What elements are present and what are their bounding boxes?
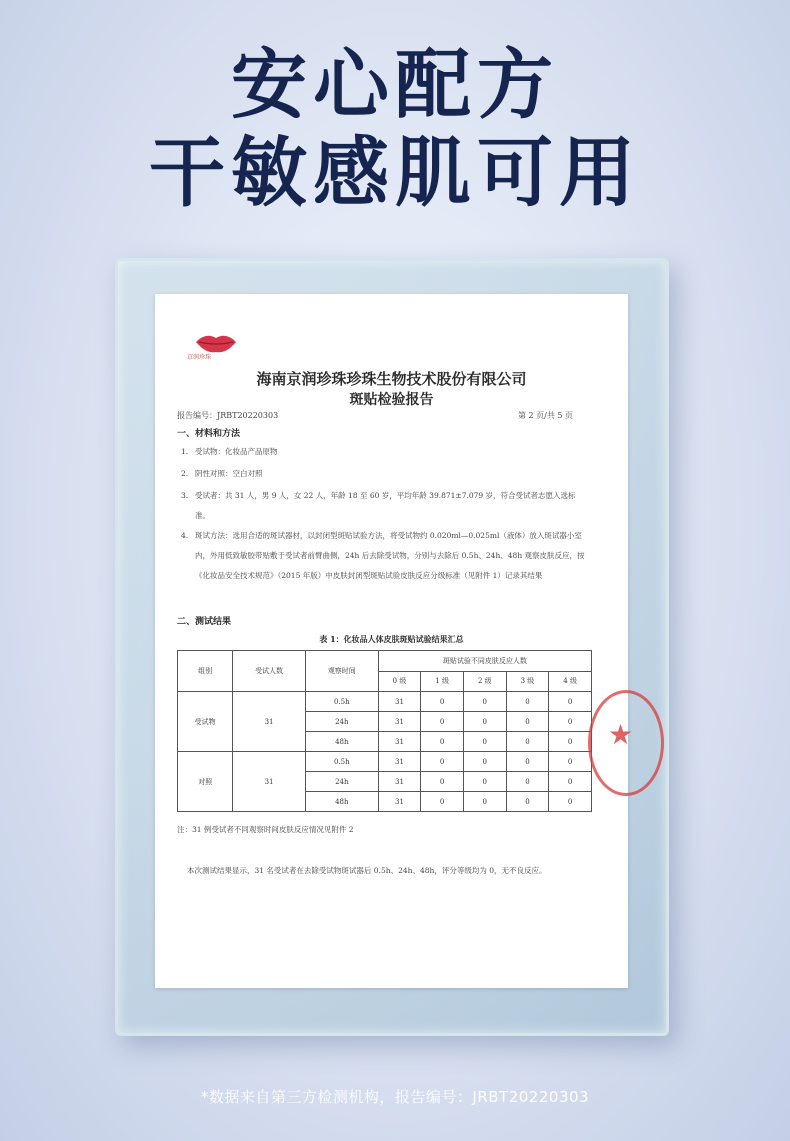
header-grade: 4 级 <box>549 671 592 692</box>
time-cell: 0.5h <box>305 752 378 772</box>
value-cell: 0 <box>506 752 549 772</box>
list-item: 2. 阴性对照：空白对照 <box>181 469 263 478</box>
value-cell: 31 <box>378 712 421 732</box>
source-footnote: *数据来自第三方检测机构，报告编号：JRBT20220303 <box>200 1088 590 1106</box>
value-cell: 31 <box>378 772 421 792</box>
group-count: 31 <box>233 752 306 812</box>
report-number: 报告编号：JRBT20220303 <box>177 411 279 420</box>
headline-line1: 安心配方 <box>231 40 559 129</box>
seal-star-icon: ★ <box>608 718 634 751</box>
value-cell: 0 <box>421 732 464 752</box>
value-cell: 0 <box>421 772 464 792</box>
value-cell: 0 <box>506 772 549 792</box>
table-caption: 表 1：化妆品人体皮肤斑贴试验结果汇总 <box>319 634 464 644</box>
list-item: 1. 受试物：化妆品产品原物 <box>181 447 278 456</box>
table-row <box>178 692 592 712</box>
section-test-results: 二、测试结果 <box>177 617 232 627</box>
header-grade: 2 级 <box>463 671 506 692</box>
group-name: 对照 <box>178 752 233 812</box>
value-cell: 0 <box>421 752 464 772</box>
value-cell: 0 <box>421 792 464 812</box>
group-name: 受试物 <box>178 692 233 752</box>
value-cell: 0 <box>506 712 549 732</box>
section-materials-methods: 一、材料和方法 <box>177 429 241 439</box>
value-cell: 0 <box>549 772 592 792</box>
time-cell: 24h <box>305 772 378 792</box>
time-cell: 48h <box>305 792 378 812</box>
page-number: 第 2 页/共 5 页 <box>517 411 573 420</box>
value-cell: 31 <box>378 752 421 772</box>
value-cell: 0 <box>463 692 506 712</box>
value-cell: 0 <box>506 692 549 712</box>
header-time: 观察时间 <box>305 651 378 692</box>
value-cell: 0 <box>463 732 506 752</box>
conclusion-text: 本次测试结果显示，31 名受试者在去除受试物斑试器后 0.5h、24h、48h，评分等级均为 0，无不良反应。 <box>187 866 547 875</box>
value-cell: 0 <box>463 752 506 772</box>
value-cell: 0 <box>549 752 592 772</box>
value-cell: 0 <box>549 712 592 732</box>
logo-text: 京润珍珠 <box>187 354 212 361</box>
headline-line2: 干敏感肌可用 <box>149 128 641 217</box>
header-grade: 1 级 <box>421 671 464 692</box>
results-table <box>177 650 592 812</box>
time-cell: 0.5h <box>305 692 378 712</box>
value-cell: 0 <box>549 692 592 712</box>
report-paper <box>155 294 628 988</box>
table-note: 注：31 例受试者不同观察时间皮肤反应情况见附件 2 <box>177 825 354 834</box>
value-cell: 0 <box>463 712 506 732</box>
list-item: 3. 受试者：共 31 人，男 9 人，女 22 人，年龄 18 至 60 岁，平均年龄 39.871±7.079 岁，符合受试者志愿入选标准。 <box>181 491 576 520</box>
list-item: 4. 斑试方法：选用合适的斑试器材，以封闭型斑贴试验方法，将受试物约 0.020ml—0.025ml（液体）放入斑试器小室内，外用低致敏胶带贴敷于受试者前臂曲侧，24h 后去除受试物，分别与去除后 0.5h、24h、48h 观察皮肤反应，按《化妆品安全技术规范》（2015 年版）中皮肤封闭型斑贴试验皮肤反应分级标准（见附件 1）记录其结果 <box>181 531 585 580</box>
value-cell: 0 <box>549 732 592 752</box>
company-name: 海南京润珍珠珍珠生物技术股份有限公司 <box>256 370 527 388</box>
header-group: 组别 <box>178 651 233 692</box>
value-cell: 31 <box>378 692 421 712</box>
header-reaction: 斑贴试验不同皮肤反应人数 <box>378 651 591 672</box>
value-cell: 0 <box>506 732 549 752</box>
header-grade: 3 级 <box>506 671 549 692</box>
value-cell: 31 <box>378 732 421 752</box>
header-grade: 0 级 <box>378 671 421 692</box>
value-cell: 0 <box>421 712 464 732</box>
table-row <box>178 752 592 772</box>
header-count: 受试人数 <box>233 651 306 692</box>
time-cell: 24h <box>305 712 378 732</box>
report-title: 斑贴检验报告 <box>349 392 434 408</box>
value-cell: 0 <box>506 792 549 812</box>
value-cell: 31 <box>378 792 421 812</box>
value-cell: 0 <box>421 692 464 712</box>
value-cell: 0 <box>463 792 506 812</box>
value-cell: 0 <box>549 792 592 812</box>
group-count: 31 <box>233 692 306 752</box>
time-cell: 48h <box>305 732 378 752</box>
value-cell: 0 <box>463 772 506 792</box>
